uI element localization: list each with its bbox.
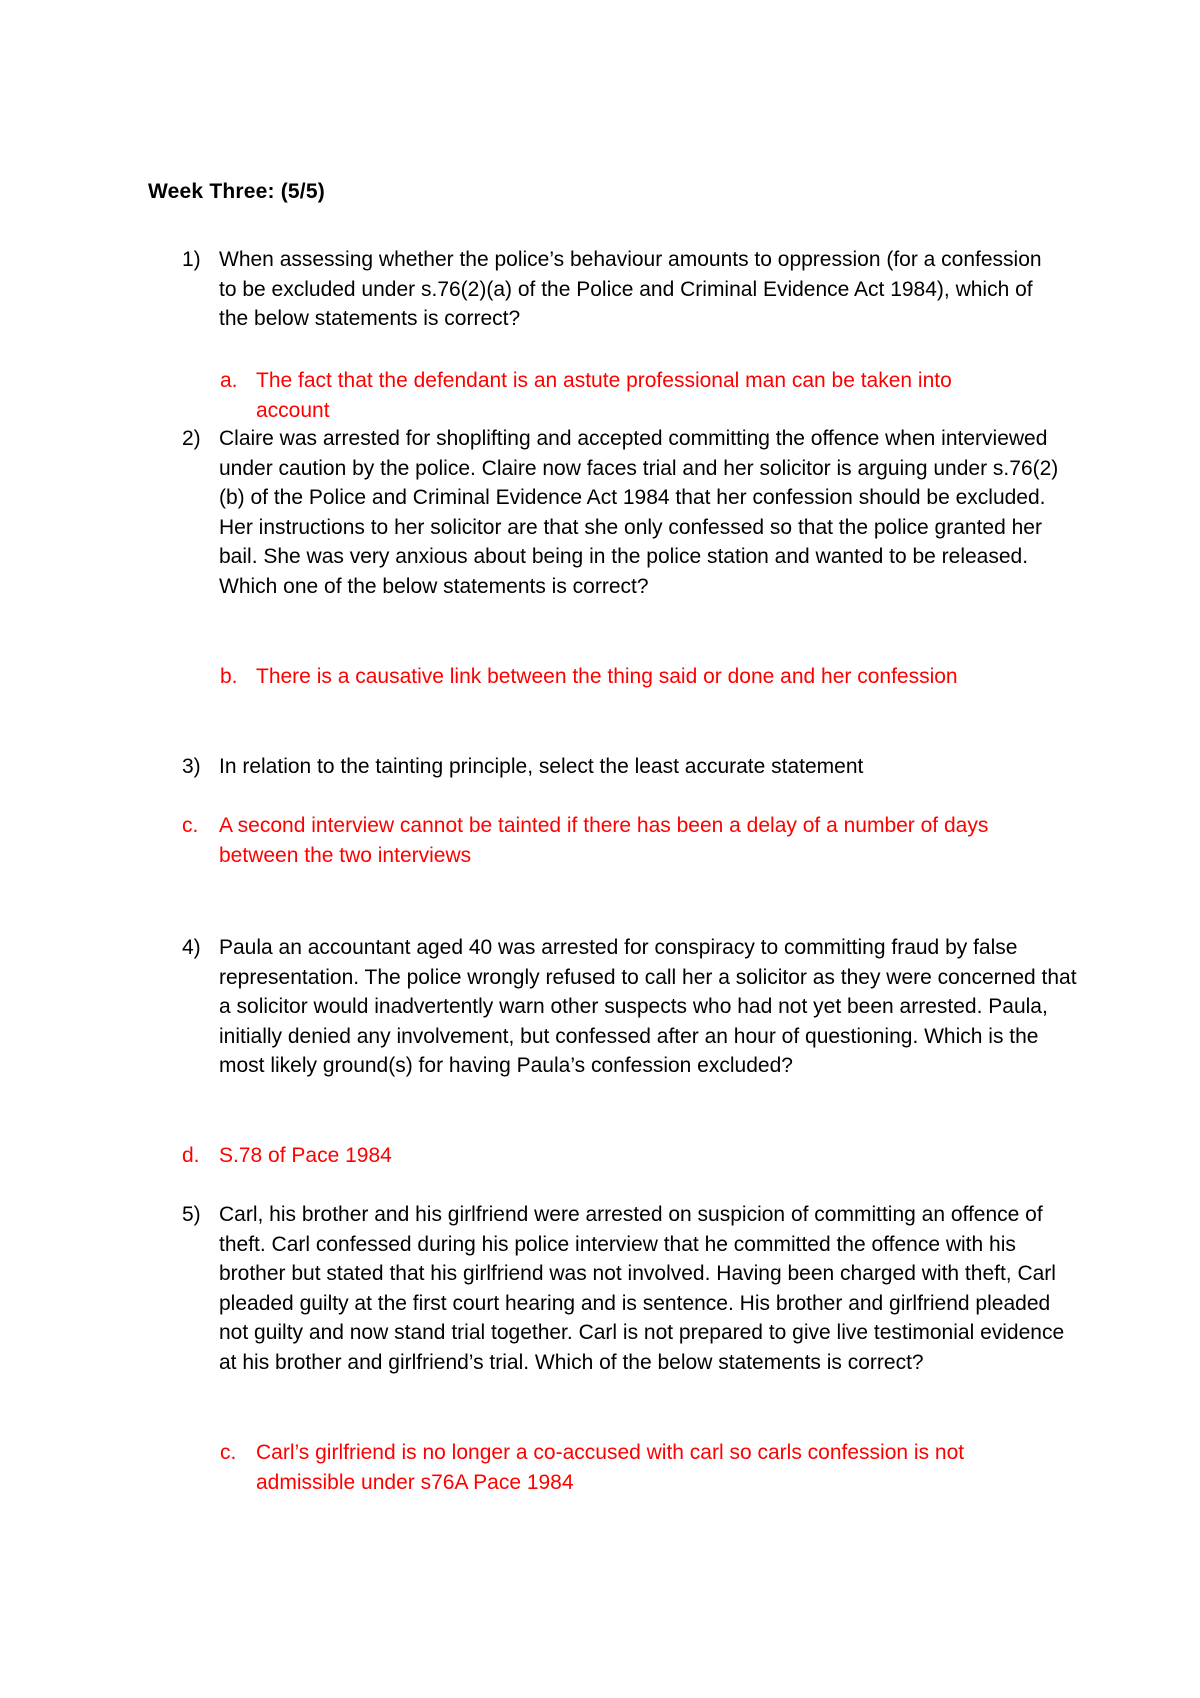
answer-letter: c. (220, 1441, 237, 1464)
answer-text: Carl’s girlfriend is no longer a co-accused with carl so carls confession is not admissible under s76A Pace 1984 (256, 1441, 965, 1494)
question-2 (182, 424, 1082, 601)
question-number: 4) (182, 936, 201, 959)
question-1 (182, 245, 1082, 334)
question-number: 3) (182, 755, 201, 778)
answer-letter: a. (220, 369, 238, 392)
answer-text: There is a causative link between the thing said or done and her confession (256, 665, 958, 688)
question-number: 5) (182, 1203, 201, 1226)
question-text: Carl, his brother and his girlfriend were arrested on suspicion of committing an offence of theft. Carl confessed during his police interview that he committed the offence with his brother but stated that his girlfriend was not involved. Having been charged with theft, Carl pleaded guilty at the first court hearing and is sentence. His brother and girlfriend pleaded not guilty and now stand trial together. Carl is not prepared to give live testimonial evidence at his brother and girlfriend’s trial. Which of the below statements is correct? (219, 1203, 1065, 1374)
answer-4 (182, 1141, 1082, 1171)
question-text: Claire was arrested for shoplifting and accepted committing the offence when interviewed under caution by the police. Claire now faces trial and her solicitor is arguing under s.76(2)(b) of the Police and Criminal Evidence Act 1984 that her confession should be excluded. Her instructions to her solicitor are that she only confessed so that the police granted her bail. She was very anxious about being in the police station and wanted to be released. Which one of the below statements is correct? (219, 427, 1059, 598)
answer-3 (182, 811, 1082, 870)
answer-text: A second interview cannot be tainted if there has been a delay of a number of days between the two interviews (219, 814, 989, 867)
question-number: 1) (182, 248, 201, 271)
question-text: When assessing whether the police’s behaviour amounts to oppression (for a confession to be excluded under s.76(2)(a) of the Police and Criminal Evidence Act 1984), which of the below statements is correct? (219, 248, 1042, 330)
question-number: 2) (182, 427, 201, 450)
answer-letter: d. (182, 1144, 200, 1167)
answer-5 (220, 1438, 1080, 1497)
answer-letter: c. (182, 814, 199, 837)
question-5 (182, 1200, 1082, 1377)
question-3 (182, 752, 1082, 782)
answer-text: S.78 of Pace 1984 (219, 1144, 392, 1167)
answer-2 (220, 662, 1080, 692)
answer-letter: b. (220, 665, 238, 688)
question-text: Paula an accountant aged 40 was arrested for conspiracy to committing fraud by false representation. The police wrongly refused to call her a solicitor as they were concerned that a solicitor would inadvertently warn other suspects who had not yet been arrested. Paula, initially denied any involvement, but confessed after an hour of questioning. Which is the most likely ground(s) for having Paula’s confession excluded? (219, 936, 1077, 1077)
page-title: Week Three: (5/5) (148, 180, 325, 203)
answer-text: The fact that the defendant is an astute professional man can be taken into account (256, 369, 952, 422)
question-4 (182, 933, 1082, 1081)
answer-1 (220, 366, 1020, 425)
question-text: In relation to the tainting principle, select the least accurate statement (219, 755, 864, 778)
